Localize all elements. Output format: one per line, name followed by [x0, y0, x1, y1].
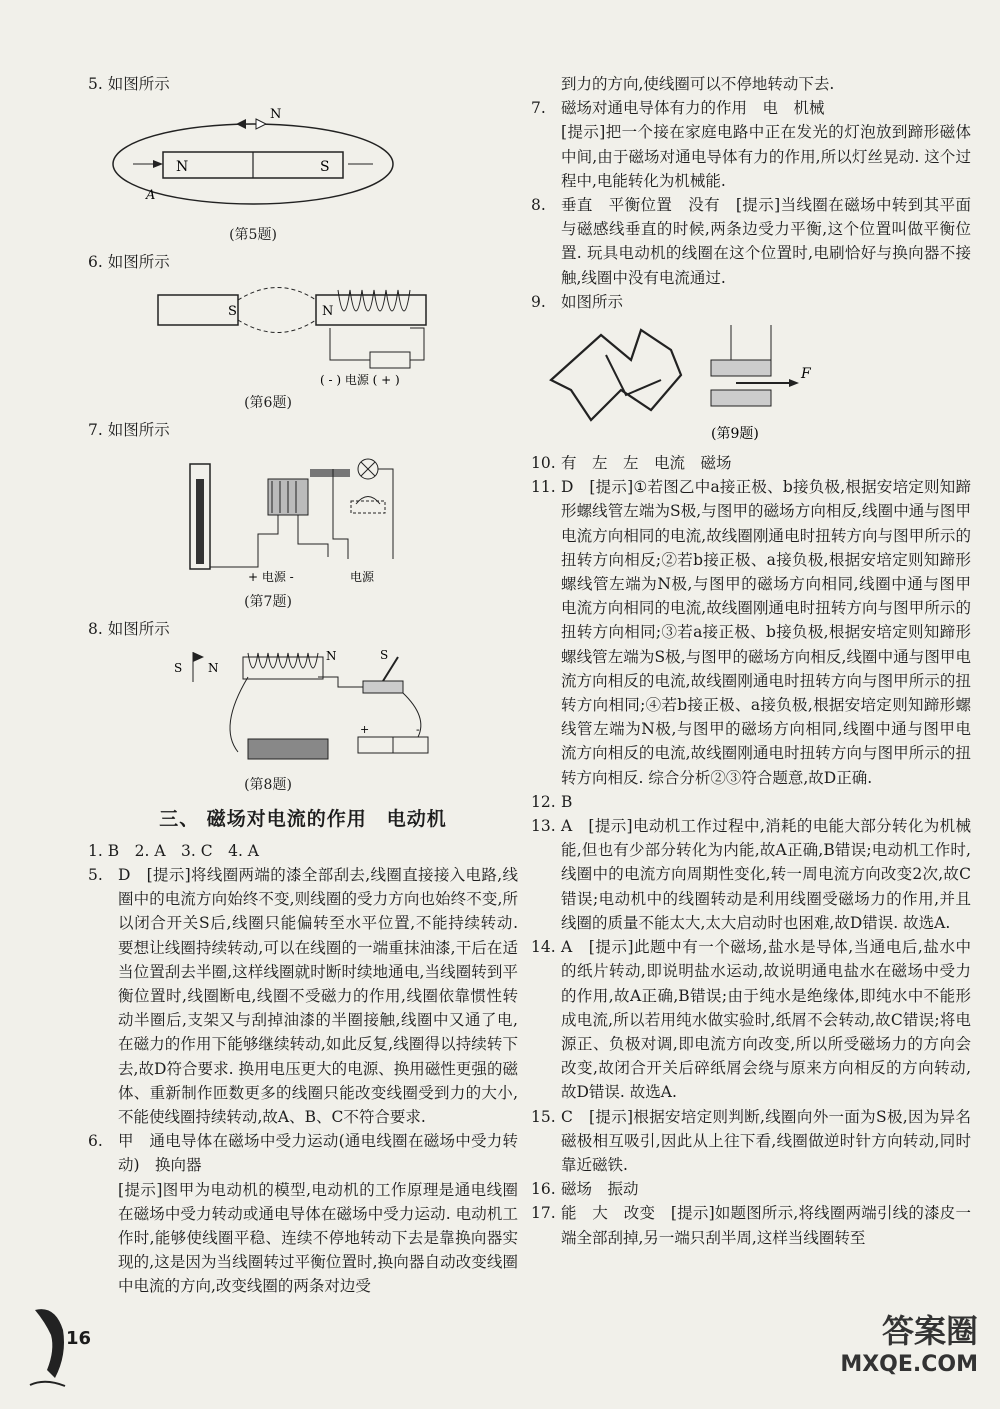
- answer-item: [531, 193, 971, 290]
- answer-text: D [提示]①若图乙中a接正极、b接负极,根据安培定则知蹄形螺线管左端为S极,与图甲的磁场方向相反,线圈中通与图甲电流方向相同的电流,故线圈刚通电时扭转方向与图甲所示的扭转方向相反;②若b接正极、a接负极,根据安培定则知蹄形螺线管左端为N极,与图甲的磁场方向相同,线圈中通与图甲电流方向相同的电流,故线圈刚通电时扭转方向与图甲所示的扭转方向相同;③若a接正极、b接负极,根据安培定则知蹄形螺线管左端为S极,与图甲的磁场方向相反,线圈中通与图甲电流方向相反的电流,故线圈刚通电时扭转方向与图甲所示的扭转方向相同;④若b接正极、a接负极,根据安培定则知蹄形螺线管左端为N极,与图甲的磁场方向相同,线圈中通与图甲电流方向相反的电流,故线圈刚通电时扭转方向与图甲所示的扭转方向相反. 综合分析②③符合题意,故D正确.: [561, 478, 971, 787]
- continued-text: 到力的方向,使线圈可以不停地转动下去.: [561, 75, 835, 93]
- figure-q7: [88, 449, 518, 611]
- answer-item: [531, 790, 971, 814]
- q7-power2: 电源: [350, 569, 375, 584]
- left-answer-list: [88, 863, 518, 1299]
- answer-number: 6.: [88, 1132, 103, 1151]
- answer-item: [531, 451, 971, 475]
- svg-text:N: N: [322, 304, 334, 320]
- q7-label: 7. 如图所示: [88, 421, 170, 440]
- solenoid-diagram: [88, 280, 448, 390]
- figure-q9: [531, 320, 971, 445]
- q5-label: 5. 如图所示: [88, 75, 170, 93]
- figure-q5: [88, 102, 518, 244]
- answer-number: 13.: [531, 817, 556, 836]
- caption-q7: (第7题): [244, 593, 292, 610]
- q7-power1: + 电源 -: [248, 569, 294, 584]
- answer-text: 如图所示: [561, 292, 624, 311]
- answer-item: [531, 935, 971, 1104]
- answer-text: [提示]图甲为电动机的模型,电动机的工作原理是通电线圈在磁场中受力转动或通电导体在磁场中受力运动. 电动机工作时,能够使线圈平稳、连续不停地转动下去是靠换向器实现的,这是因为当线圈转过平衡位置时,换向器自动改变线圈中电流的方向,改变线圈的两条对边受: [118, 1180, 518, 1296]
- answer-item: [531, 475, 971, 790]
- svg-text:S: S: [228, 304, 237, 320]
- caption-q6: (第6题): [244, 395, 292, 412]
- answers-1-4: 1. B 2. A 3. C 4. A: [88, 841, 259, 860]
- answer-text: 磁场 振动: [561, 1180, 639, 1199]
- answer-text: 能 大 改变 [提示]如题图所示,将线圈两端引线的漆皮一端全部刮掉,另一端只刮半周,这样当线圈转至: [561, 1204, 971, 1247]
- answer-text: B: [561, 792, 573, 811]
- motor-scribble-diagram: [531, 320, 951, 445]
- answer-text: A [提示]电动机工作过程中,消耗的电能大部分转化为机械能,但也有少部分转化为内能,故A正确,B错误;电动机工作时,线圈中的电流方向周期性变化,转一周电流方向改变2次,故C错误;电动机中的线圈转动是利用线圈受磁场力的作用,并且线圈的质量不能太大,太大启动时也困难,故D错误. 故选A.: [561, 817, 971, 932]
- page-number: 16: [66, 1328, 92, 1349]
- answer-item: [88, 1129, 518, 1177]
- svg-text:-: -: [416, 722, 420, 736]
- caption-q8: (第8题): [244, 776, 292, 793]
- answer-number: 17.: [531, 1204, 556, 1223]
- q6-power-label: ( - ) 电源 ( + ): [320, 373, 400, 388]
- electromagnet-compass-diagram: [88, 647, 448, 772]
- answer-text: A [提示]此题中有一个磁场,盐水是导体,当通电后,盐水中的纸片转动,即说明盐水运动,故说明通电盐水在磁场中受力的作用,故A正确,B错误;由于纯水是绝缘体,即纯水中不能形成电流,所以若用纯水做实验时,纸屑不会转动,故C错误;将电源正、负极对调,即电流方向改变,所以所受磁场力的方向会改变,故闭合开关后碎纸屑会绕与原来方向相反的方向转动,故D错误. 故选A.: [561, 938, 971, 1102]
- q8-label: 8. 如图所示: [88, 619, 170, 638]
- svg-text:A: A: [146, 188, 156, 204]
- answer-item: [88, 1178, 518, 1299]
- answer-text: [提示]把一个接在家庭电路中正在发光的灯泡放到蹄形磁体中间,由于磁场对通电导体有力的作用,所以灯丝晃动. 这个过程中,电能转化为机械能.: [561, 123, 971, 190]
- caption-q9: (第9题): [711, 426, 759, 443]
- svg-text:S: S: [380, 647, 389, 662]
- pole-n-label: N: [176, 159, 189, 176]
- answer-item: [531, 1105, 971, 1178]
- svg-text:N: N: [326, 648, 337, 663]
- svg-text:+: +: [360, 722, 370, 736]
- answer-number: [531, 120, 561, 193]
- answer-number: 14.: [531, 938, 556, 957]
- svg-text:N: N: [208, 660, 219, 675]
- q6-label: 6. 如图所示: [88, 253, 170, 272]
- answer-number: 9.: [531, 292, 546, 311]
- answer-text: D [提示]将线圈两端的漆全部刮去,线圈直接接入电路,线圈中的电流方向始终不变,则线圈的受力方向也始终不变,所以闭合开关S后,线圈只能偏转至水平位置,不能持续转动. 要想让线圈持续转动,可以在线圈的一端重抹油漆,干后在适当位置刮去半圈,这样线圈就时断时续地通电,当线圈转到平衡位置时,线圈断电,线圈不受磁力的作用,线圈依靠惯性转动半圈后,支架又与刮掉油漆的半圈接触,线圈中又通了电,在磁力的作用下能够继续转动,如此反复,线圈得以持续转下去,故D符合要求. 换用电压更大的电源、换用磁性更强的磁体、重新制作匝数更多的线圈只能改变线圈受到力的大小,不能使线圈持续转动,故A、B、C不符合要求.: [118, 866, 518, 1127]
- answer-text: 磁场对通电导体有力的作用 电 机械: [561, 99, 825, 118]
- answer-number: 16.: [531, 1180, 556, 1199]
- answer-text: 甲 通电导体在磁场中受力运动(通电线圈在磁场中受力转动) 换向器: [118, 1132, 518, 1175]
- answer-item: [531, 1177, 971, 1201]
- right-answer-list-1: [531, 96, 971, 314]
- right-answer-list-2: [531, 451, 971, 1250]
- answer-number: 12.: [531, 792, 556, 811]
- answer-number: [88, 1178, 118, 1299]
- answer-item: [531, 120, 971, 193]
- force-label: F: [801, 366, 811, 383]
- relay-circuit-diagram: [88, 449, 448, 589]
- watermark-line2: MXQE.COM: [840, 1352, 978, 1377]
- answer-item: [531, 96, 971, 120]
- watermark: [840, 1306, 978, 1377]
- answer-text: C [提示]根据安培定则判断,线圈向外一面为S极,因为异名磁极相互吸引,因此从上往下看,线圈做逆时针方向转动,同时靠近磁铁.: [561, 1107, 971, 1174]
- answer-item: [531, 1201, 971, 1249]
- figure-q8: [88, 647, 518, 794]
- answer-item: [531, 814, 971, 935]
- left-column: [88, 72, 518, 1299]
- answer-number: 8.: [531, 196, 546, 215]
- answer-text: 有 左 左 电流 磁场: [561, 454, 732, 473]
- answer-number: 7.: [531, 99, 546, 118]
- svg-text:S: S: [174, 660, 183, 675]
- answer-item: [531, 290, 971, 314]
- answer-text: 垂直 平衡位置 没有 [提示]当线圈在磁场中转到其平面与磁感线垂直的时候,两条边受力平衡,这个位置叫做平衡位置. 玩具电动机的线圈在这个位置时,电刷恰好与换向器不接触,线圈中没有电流通过.: [561, 196, 971, 287]
- bar-magnet-field-diagram: [88, 102, 418, 222]
- answer-number: 5.: [88, 866, 103, 885]
- pole-s-label: S: [320, 159, 330, 176]
- caption-q5: (第5题): [229, 227, 277, 244]
- answer-item: [88, 863, 518, 1129]
- section-title: 三、 磁场对电流的作用 电动机: [159, 807, 447, 830]
- answer-number: 11.: [531, 478, 556, 497]
- watermark-line1: 答案圈: [881, 1312, 978, 1350]
- right-column: [531, 72, 971, 1250]
- figure-q6: [88, 280, 518, 412]
- answer-number: 10.: [531, 454, 556, 473]
- svg-text:N: N: [270, 107, 282, 123]
- answer-number: 15.: [531, 1107, 556, 1126]
